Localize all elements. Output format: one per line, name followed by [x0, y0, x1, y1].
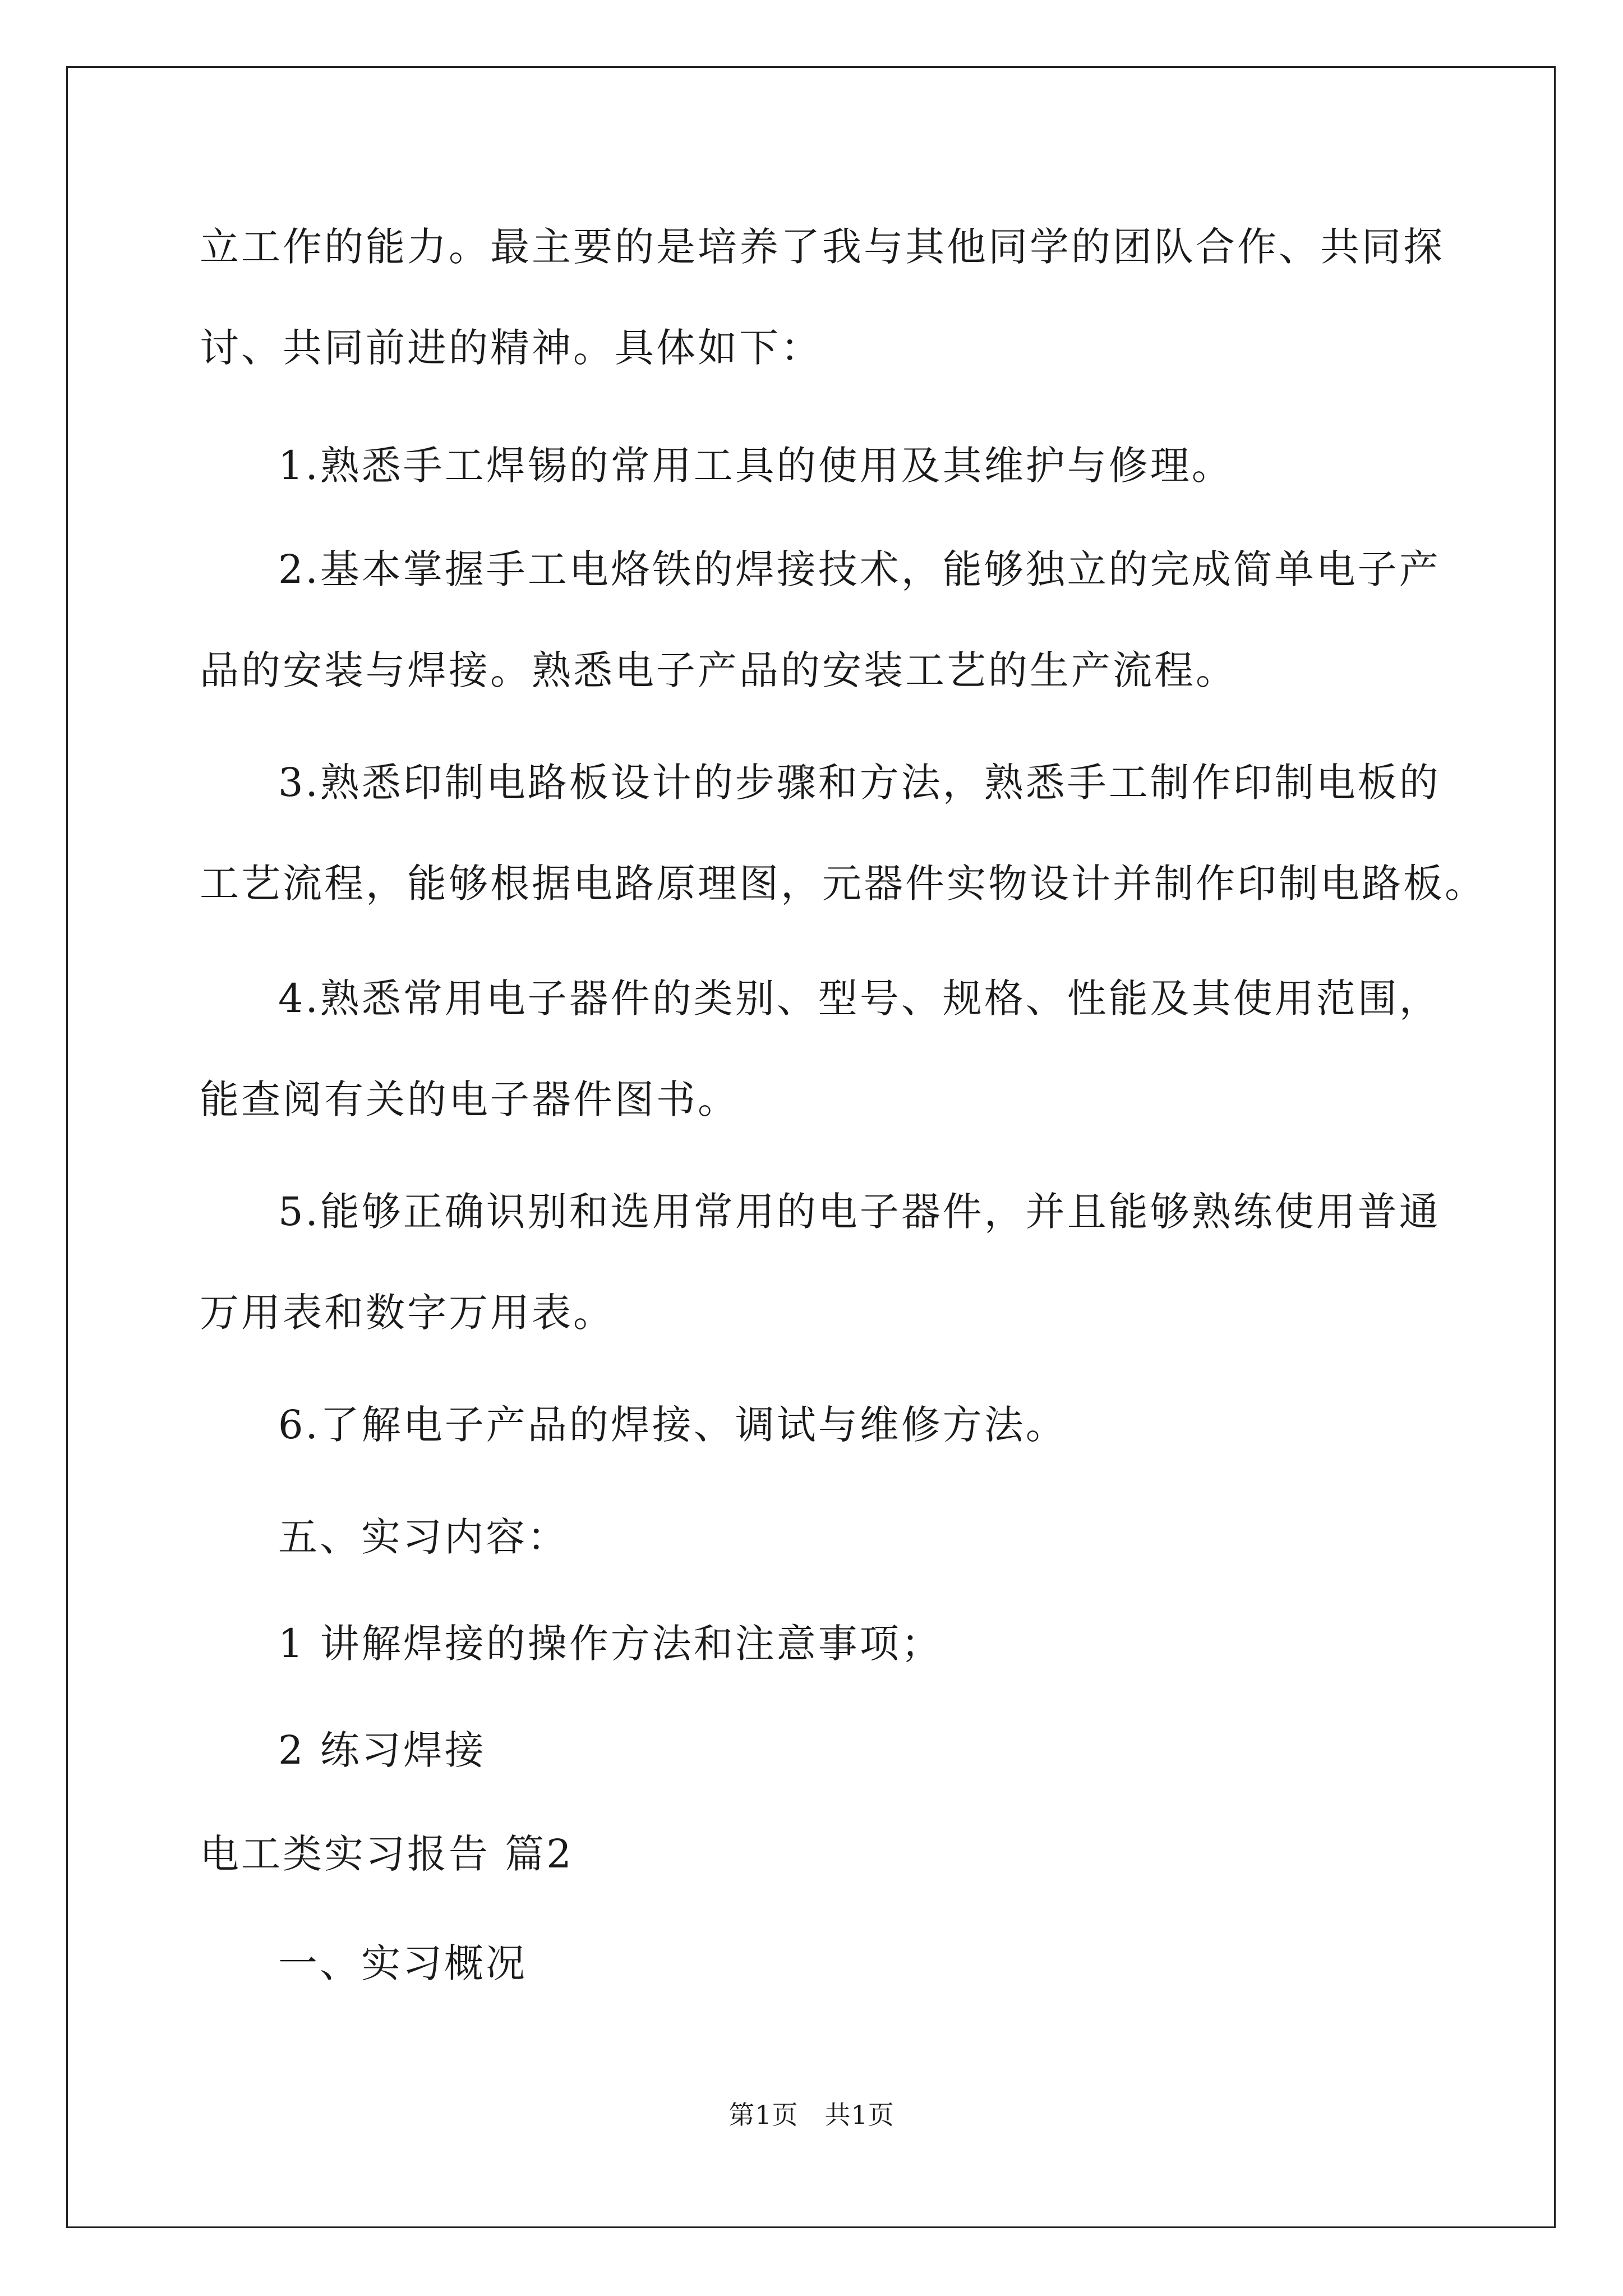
body-text-line: 能查阅有关的电子器件图书。: [200, 1076, 739, 1122]
list-item: 2 练习焊接: [278, 1727, 486, 1773]
list-item-5: 5.能够正确识别和选用常用的电子器件，并且能够熟练使用普通: [278, 1189, 1441, 1235]
page-border: [66, 66, 1556, 2228]
section-heading: 一、实习概况: [278, 1940, 527, 1986]
page-footer: 第1页 共1页: [728, 2100, 895, 2130]
list-item-2: 2.基本掌握手工电烙铁的焊接技术，能够独立的完成简单电子产: [278, 546, 1441, 592]
body-text-line: 万用表和数字万用表。: [200, 1290, 615, 1336]
list-item-6: 6.了解电子产品的焊接、调试与维修方法。: [278, 1402, 1067, 1448]
article-heading: 电工类实习报告 篇2: [200, 1831, 574, 1877]
body-text-line: 立工作的能力。最主要的是培养了我与其他同学的团队合作、共同探: [200, 224, 1445, 270]
list-item-4: 4.熟悉常用电子器件的类别、型号、规格、性能及其使用范围，: [278, 976, 1441, 1022]
section-heading: 五、实习内容：: [278, 1514, 569, 1560]
list-item-1: 1.熟悉手工焊锡的常用工具的使用及其维护与修理。: [278, 443, 1233, 489]
body-text-line: 工艺流程，能够根据电路原理图，元器件实物设计并制作印制电路板。: [200, 861, 1486, 907]
list-item-3: 3.熟悉印制电路板设计的步骤和方法，熟悉手工制作印制电板的: [278, 760, 1441, 806]
body-text-line: 品的安装与焊接。熟悉电子产品的安装工艺的生产流程。: [200, 647, 1237, 693]
body-text-line: 讨、共同前进的精神。具体如下：: [200, 325, 822, 371]
list-item: 1 讲解焊接的操作方法和注意事项；: [278, 1621, 943, 1667]
